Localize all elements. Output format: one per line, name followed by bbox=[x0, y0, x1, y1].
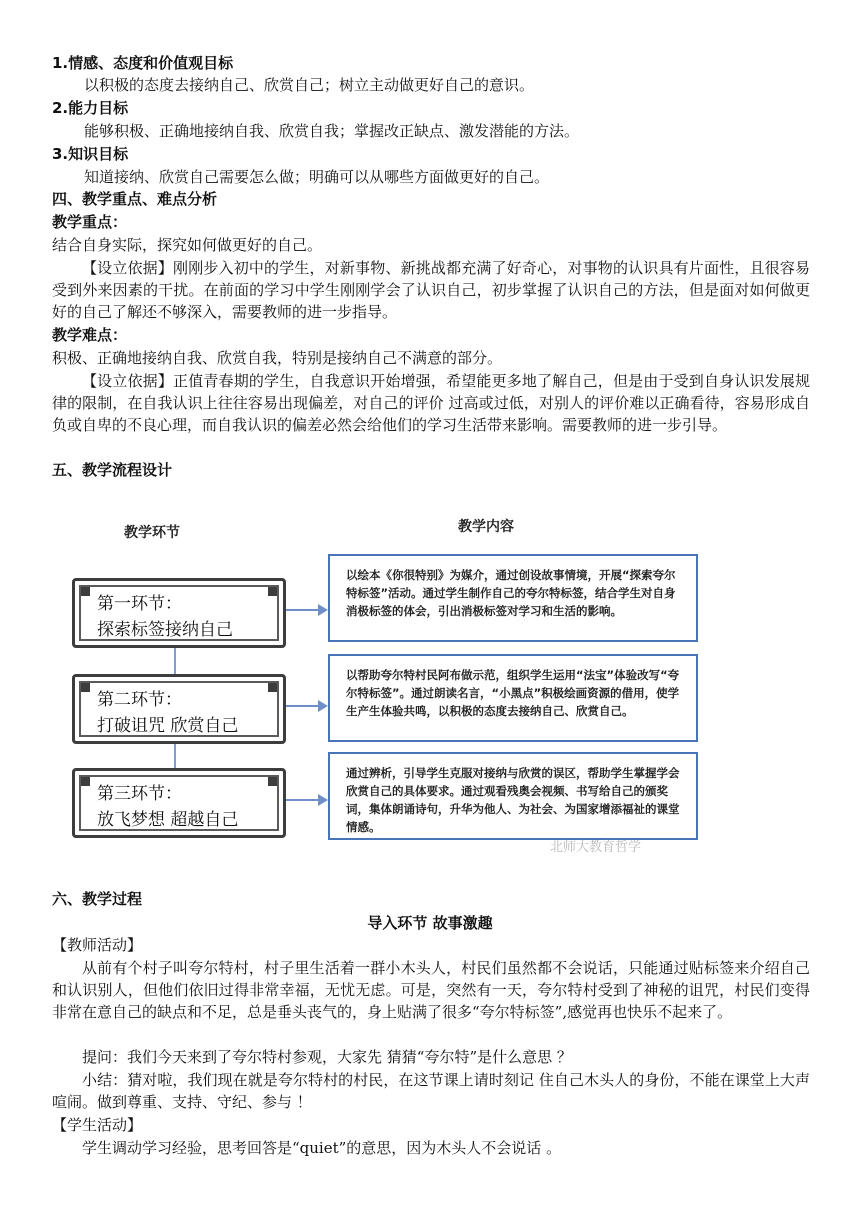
section-text-ability: 能够积极、正确地接纳自我、欣赏自我；掌握改正缺点、激发潜能的方法。 bbox=[84, 122, 580, 140]
stage-subtitle: 探索标签接纳自己 bbox=[97, 620, 233, 640]
difficult-point-text: 积极、正确地接纳自我、欣赏自我，特别是接纳自己不满意的部分。 bbox=[52, 349, 503, 367]
teaching-flow-diagram bbox=[50, 502, 720, 862]
process-subtitle: 导入环节 故事激趣 bbox=[367, 914, 493, 932]
stage-title: 第三环节： bbox=[97, 784, 182, 804]
section-heading-ability: 2.能力目标 bbox=[52, 99, 129, 117]
arrow-line bbox=[286, 609, 320, 611]
stage-subtitle: 打破诅咒 欣赏自己 bbox=[97, 716, 239, 736]
key-point-basis: 【设立依据】刚刚步入初中的学生，对新事物、新挑战都充满了好奇心，对事物的认识具有片面性，且很容易受到外来因素的干扰。在前面的学习中学生刚刚学会了认识自己，初步掌握了认识自己的方法，但是面对如何做更好的自己了解还不够深入，需要教师的进一步指导。 bbox=[52, 259, 810, 321]
summary-paragraph: 小结：猜对啦，我们现在就是夸尔特村的村民，在这节课上请时刻记 住自己木头人的身份，不能在课堂上大声喧闹。做到尊重、支持、守纪、参与 ！ bbox=[52, 1071, 810, 1111]
stage-box-1 bbox=[72, 578, 286, 648]
section-heading-knowledge: 3.知识目标 bbox=[52, 145, 129, 163]
arrow-right-icon bbox=[318, 604, 328, 616]
difficult-point-heading: 教学难点： bbox=[52, 326, 128, 344]
stage-title: 第一环节： bbox=[97, 594, 182, 614]
stage-subtitle: 放飞梦想 超越自己 bbox=[97, 810, 239, 830]
arrow-right-icon bbox=[318, 700, 328, 712]
arrow-line bbox=[286, 799, 320, 801]
stage-content-box-2: 以帮助夸尔特村民阿布做示范，组织学生运用“法宝”体验改写“夸尔特标签”。通过朗读名言，“小黑点”积极绘画资源的借用，使学生产生体验共鸣，以积极的态度去接纳自己、欣赏自己。 bbox=[328, 654, 698, 742]
stage-box-3 bbox=[72, 768, 286, 838]
stage-content-box-3: 通过辨析，引导学生克服对接纳与欣赏的误区，帮助学生掌握学会欣赏自己的具体要求。通过观看残奥会视频、书写给自己的颁奖词，集体朗诵诗句，升华为他人、为社会、为国家增添福祉的课堂情感。 bbox=[328, 752, 698, 840]
student-activity-label: 【学生活动】 bbox=[52, 1116, 143, 1134]
key-point-heading: 教学重点： bbox=[52, 213, 128, 231]
section-text-emotion: 以积极的态度去接纳自己、欣赏自己；树立主动做更好自己的意识。 bbox=[84, 76, 535, 94]
watermark: 北师大教育哲学 bbox=[550, 840, 642, 855]
student-activity-text: 学生调动学习经验，思考回答是“quiet”的意思，因为木头人不会说话 。 bbox=[82, 1139, 562, 1157]
section-heading-key-difficult: 四、教学重点、难点分析 bbox=[52, 190, 218, 208]
diagram-label-stages: 教学环节 bbox=[124, 525, 180, 541]
difficult-point-basis: 【设立依据】正值青春期的学生，自我意识开始增强，希望能更多地了解自己，但是由于受到自身认识发展规律的限制，在自我认识上往往容易出现偏差，对自己的评价 过高或过低，对别人的评价难以正确看待，容易形成自负或自卑的不良心理，而自我认识的偏差必然会给他们的学习生活带来影响。需要教师的进一步引导。 bbox=[52, 372, 810, 434]
arrow-right-icon bbox=[318, 794, 328, 806]
key-point-text: 结合自身实际，探究如何做更好的自己。 bbox=[52, 236, 323, 254]
stage-content-box-1: 以绘本《你很特别》为媒介，通过创设故事情境，开展“探索夸尔特标签”活动。通过学生制作自己的夸尔特标签，结合学生对自身消极标签的体会，引出消极标签对学习和生活的影响。 bbox=[328, 554, 698, 642]
story-paragraph: 从前有个村子叫夸尔特村，村子里生活着一群小木头人，村民们虽然都不会说话，只能通过贴标签来介绍自己和认识别人，但他们依旧过得非常幸福，无忧无虑。可是，突然有一天，夸尔特村受到了神秘的诅咒，村民们变得非常在意自己的缺点和不足，总是垂头丧气的，身上贴满了很多“夸尔特标签”,感觉再也快乐不起来了。 bbox=[52, 959, 810, 1021]
question-paragraph: 提问：我们今天来到了夸尔特村参观，大家先 猜猜“夸尔特”是什么意思 ？ bbox=[82, 1048, 572, 1066]
section-heading-process: 六、教学过程 bbox=[52, 890, 143, 908]
section-text-knowledge: 知道接纳、欣赏自己需要怎么做；明确可以从哪些方面做更好的自己。 bbox=[84, 168, 550, 186]
section-heading-flow: 五、教学流程设计 bbox=[52, 461, 173, 479]
connector-line bbox=[174, 644, 176, 674]
section-heading-emotion: 1.情感、态度和价值观目标 bbox=[52, 54, 234, 72]
stage-title: 第二环节： bbox=[97, 690, 182, 710]
teacher-activity-label: 【教师活动】 bbox=[52, 936, 143, 954]
diagram-label-content: 教学内容 bbox=[458, 519, 514, 535]
stage-box-2 bbox=[72, 674, 286, 744]
arrow-line bbox=[286, 705, 320, 707]
